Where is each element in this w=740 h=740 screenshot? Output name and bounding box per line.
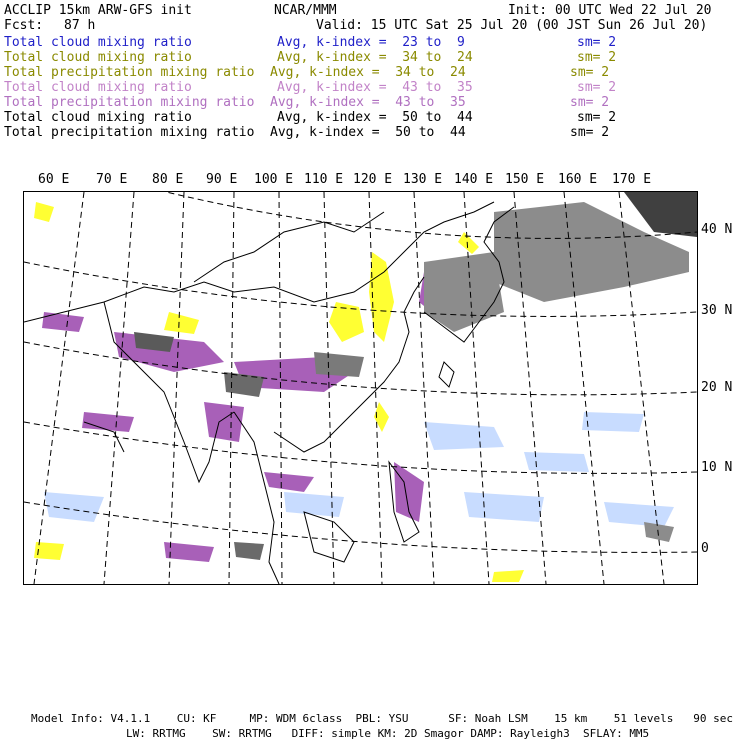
lat-label-40n: 40 N [701, 222, 733, 237]
field-avg-5: Avg, k-index = 43 to 35 [270, 95, 466, 110]
field-name-2: Total cloud mixing ratio [4, 50, 192, 65]
footer-model-info: Model Info: V4.1.1 CU: KF MP: WDM 6class PBL: YSU SF: Noah LSM 15 km 51 levels 90 sec [31, 712, 733, 725]
lon-label-150e: 150 E [505, 172, 545, 187]
field-sm-7: sm= 2 [570, 125, 610, 140]
lon-label-140e: 140 E [454, 172, 494, 187]
field-avg-6: Avg, k-index = 50 to 44 [277, 110, 473, 125]
field-name-7: Total precipitation mixing ratio [4, 125, 255, 140]
lon-label-110e: 110 E [304, 172, 344, 187]
map-canvas [24, 192, 697, 584]
init-time: Init: 00 UTC Wed 22 Jul 20 [508, 3, 712, 18]
field-sm-5: sm= 2 [570, 95, 610, 110]
center-label: NCAR/MMM [274, 3, 337, 18]
field-name-1: Total cloud mixing ratio [4, 35, 192, 50]
field-avg-1: Avg, k-index = 23 to 9 [277, 35, 465, 50]
field-avg-3: Avg, k-index = 34 to 24 [270, 65, 466, 80]
lon-label-170e: 170 E [612, 172, 652, 187]
footer-physics-info: LW: RRTMG SW: RRTMG DIFF: simple KM: 2D Smagor DAMP: Rayleigh3 SFLAY: MM5 [126, 727, 650, 740]
lat-label-30n: 30 N [701, 303, 733, 318]
lon-label-160e: 160 E [558, 172, 598, 187]
field-name-3: Total precipitation mixing ratio [4, 65, 255, 80]
field-name-5: Total precipitation mixing ratio [4, 95, 255, 110]
lon-label-120e: 120 E [353, 172, 393, 187]
lon-label-100e: 100 E [254, 172, 294, 187]
lon-label-60e: 60 E [38, 172, 70, 187]
field-sm-2: sm= 2 [577, 50, 617, 65]
lon-label-80e: 80 E [152, 172, 184, 187]
fcst-label: Fcst: [4, 18, 44, 33]
light-blue-cloud-field [44, 412, 674, 527]
lat-label-0: 0 [701, 541, 709, 556]
valid-time: Valid: 15 UTC Sat 25 Jul 20 (00 JST Sun 26 Jul 20) [316, 18, 708, 33]
coastlines [24, 202, 514, 584]
map-panel [23, 191, 698, 585]
field-sm-4: sm= 2 [577, 80, 617, 95]
lat-label-10n: 10 N [701, 460, 733, 475]
field-name-4: Total cloud mixing ratio [4, 80, 192, 95]
field-sm-6: sm= 2 [577, 110, 617, 125]
lon-label-70e: 70 E [96, 172, 128, 187]
field-name-6: Total cloud mixing ratio [4, 110, 192, 125]
fcst-value: 87 h [64, 18, 96, 33]
field-avg-7: Avg, k-index = 50 to 44 [270, 125, 466, 140]
field-sm-1: sm= 2 [577, 35, 617, 50]
lat-label-20n: 20 N [701, 380, 733, 395]
lon-label-90e: 90 E [206, 172, 238, 187]
lon-label-130e: 130 E [403, 172, 443, 187]
field-avg-2: Avg, k-index = 34 to 24 [277, 50, 473, 65]
field-sm-3: sm= 2 [570, 65, 610, 80]
field-avg-4: Avg, k-index = 43 to 35 [277, 80, 473, 95]
map-title: ACCLIP 15km ARW-GFS init [4, 3, 192, 18]
